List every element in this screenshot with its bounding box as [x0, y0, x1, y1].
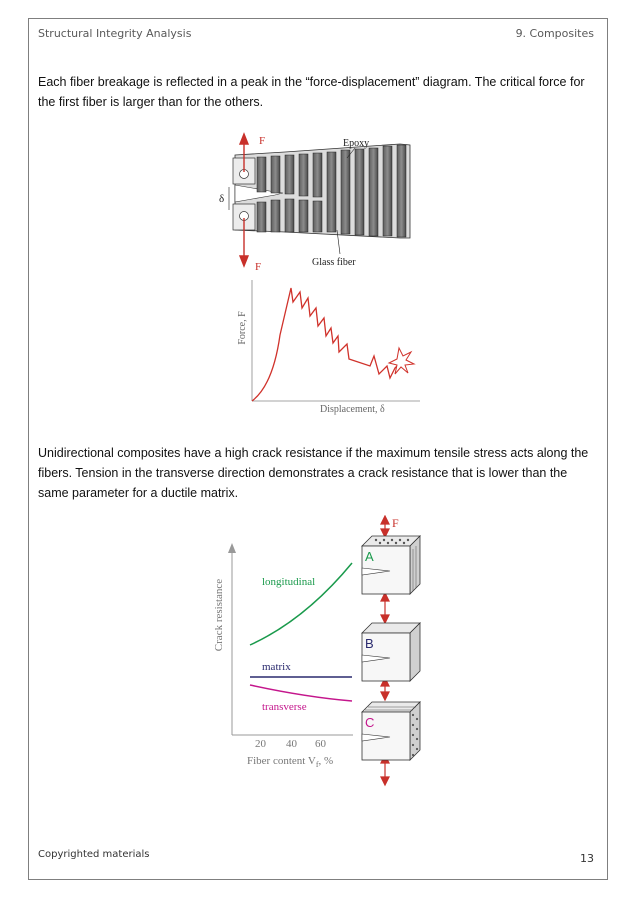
crack-axis-label: Crack resistance — [213, 578, 225, 652]
displacement-axis-label: Displacement, δ — [320, 404, 385, 415]
force-displacement-graph — [237, 280, 420, 415]
block-c-label: C — [365, 715, 375, 730]
page-number: 13 — [580, 852, 594, 865]
glass-fiber-label: Glass fiber — [312, 257, 356, 268]
block-a — [362, 536, 420, 594]
block-a-label: A — [365, 549, 374, 564]
epoxy-label: Epoxy — [343, 138, 370, 149]
fiber-content-axis-label: Fiber content $V_f$, % — [247, 755, 334, 769]
paragraph-fiber-breakage: Each fiber breakage is reflected in a peak in the “force-displacement” diagram. The critical force for the first fiber is larger than for the others. — [38, 75, 585, 109]
block-c — [362, 702, 420, 760]
transverse-label: transverse — [262, 701, 307, 713]
specimen-diagram — [219, 134, 410, 273]
force-displacement-curve — [252, 288, 405, 401]
force-label-top: F — [259, 135, 266, 147]
matrix-label: matrix — [262, 661, 291, 673]
header-chapter: 9. Composites — [515, 27, 594, 40]
x-tick-20: 20 — [255, 738, 266, 750]
block-b — [362, 623, 420, 681]
failure-star-icon — [389, 348, 414, 374]
paragraph-crack-resistance: Unidirectional composites have a high crack resistance if the maximum tensile stress acts along the fibers. Tension in the transverse direction demonstrates a crack resistance that is lower than the same parameter for a ductile matrix. — [38, 446, 589, 500]
x-tick-60: 60 — [315, 738, 326, 750]
crack-resistance-graph — [213, 543, 353, 769]
footer-copyright: Copyrighted materials — [38, 849, 150, 860]
force-label-f: F — [392, 516, 399, 530]
x-tick-40: 40 — [286, 738, 297, 750]
fiber-breakage-figure — [215, 130, 430, 420]
header-title: Structural Integrity Analysis — [38, 27, 192, 40]
block-b-label: B — [365, 636, 374, 651]
crack-resistance-figure — [210, 515, 435, 787]
delta-label: δ — [219, 193, 225, 205]
transverse-curve — [250, 685, 352, 701]
longitudinal-label: longitudinal — [262, 576, 316, 588]
force-axis-label: Force, F — [237, 311, 248, 345]
force-label-bottom: F — [255, 261, 262, 273]
